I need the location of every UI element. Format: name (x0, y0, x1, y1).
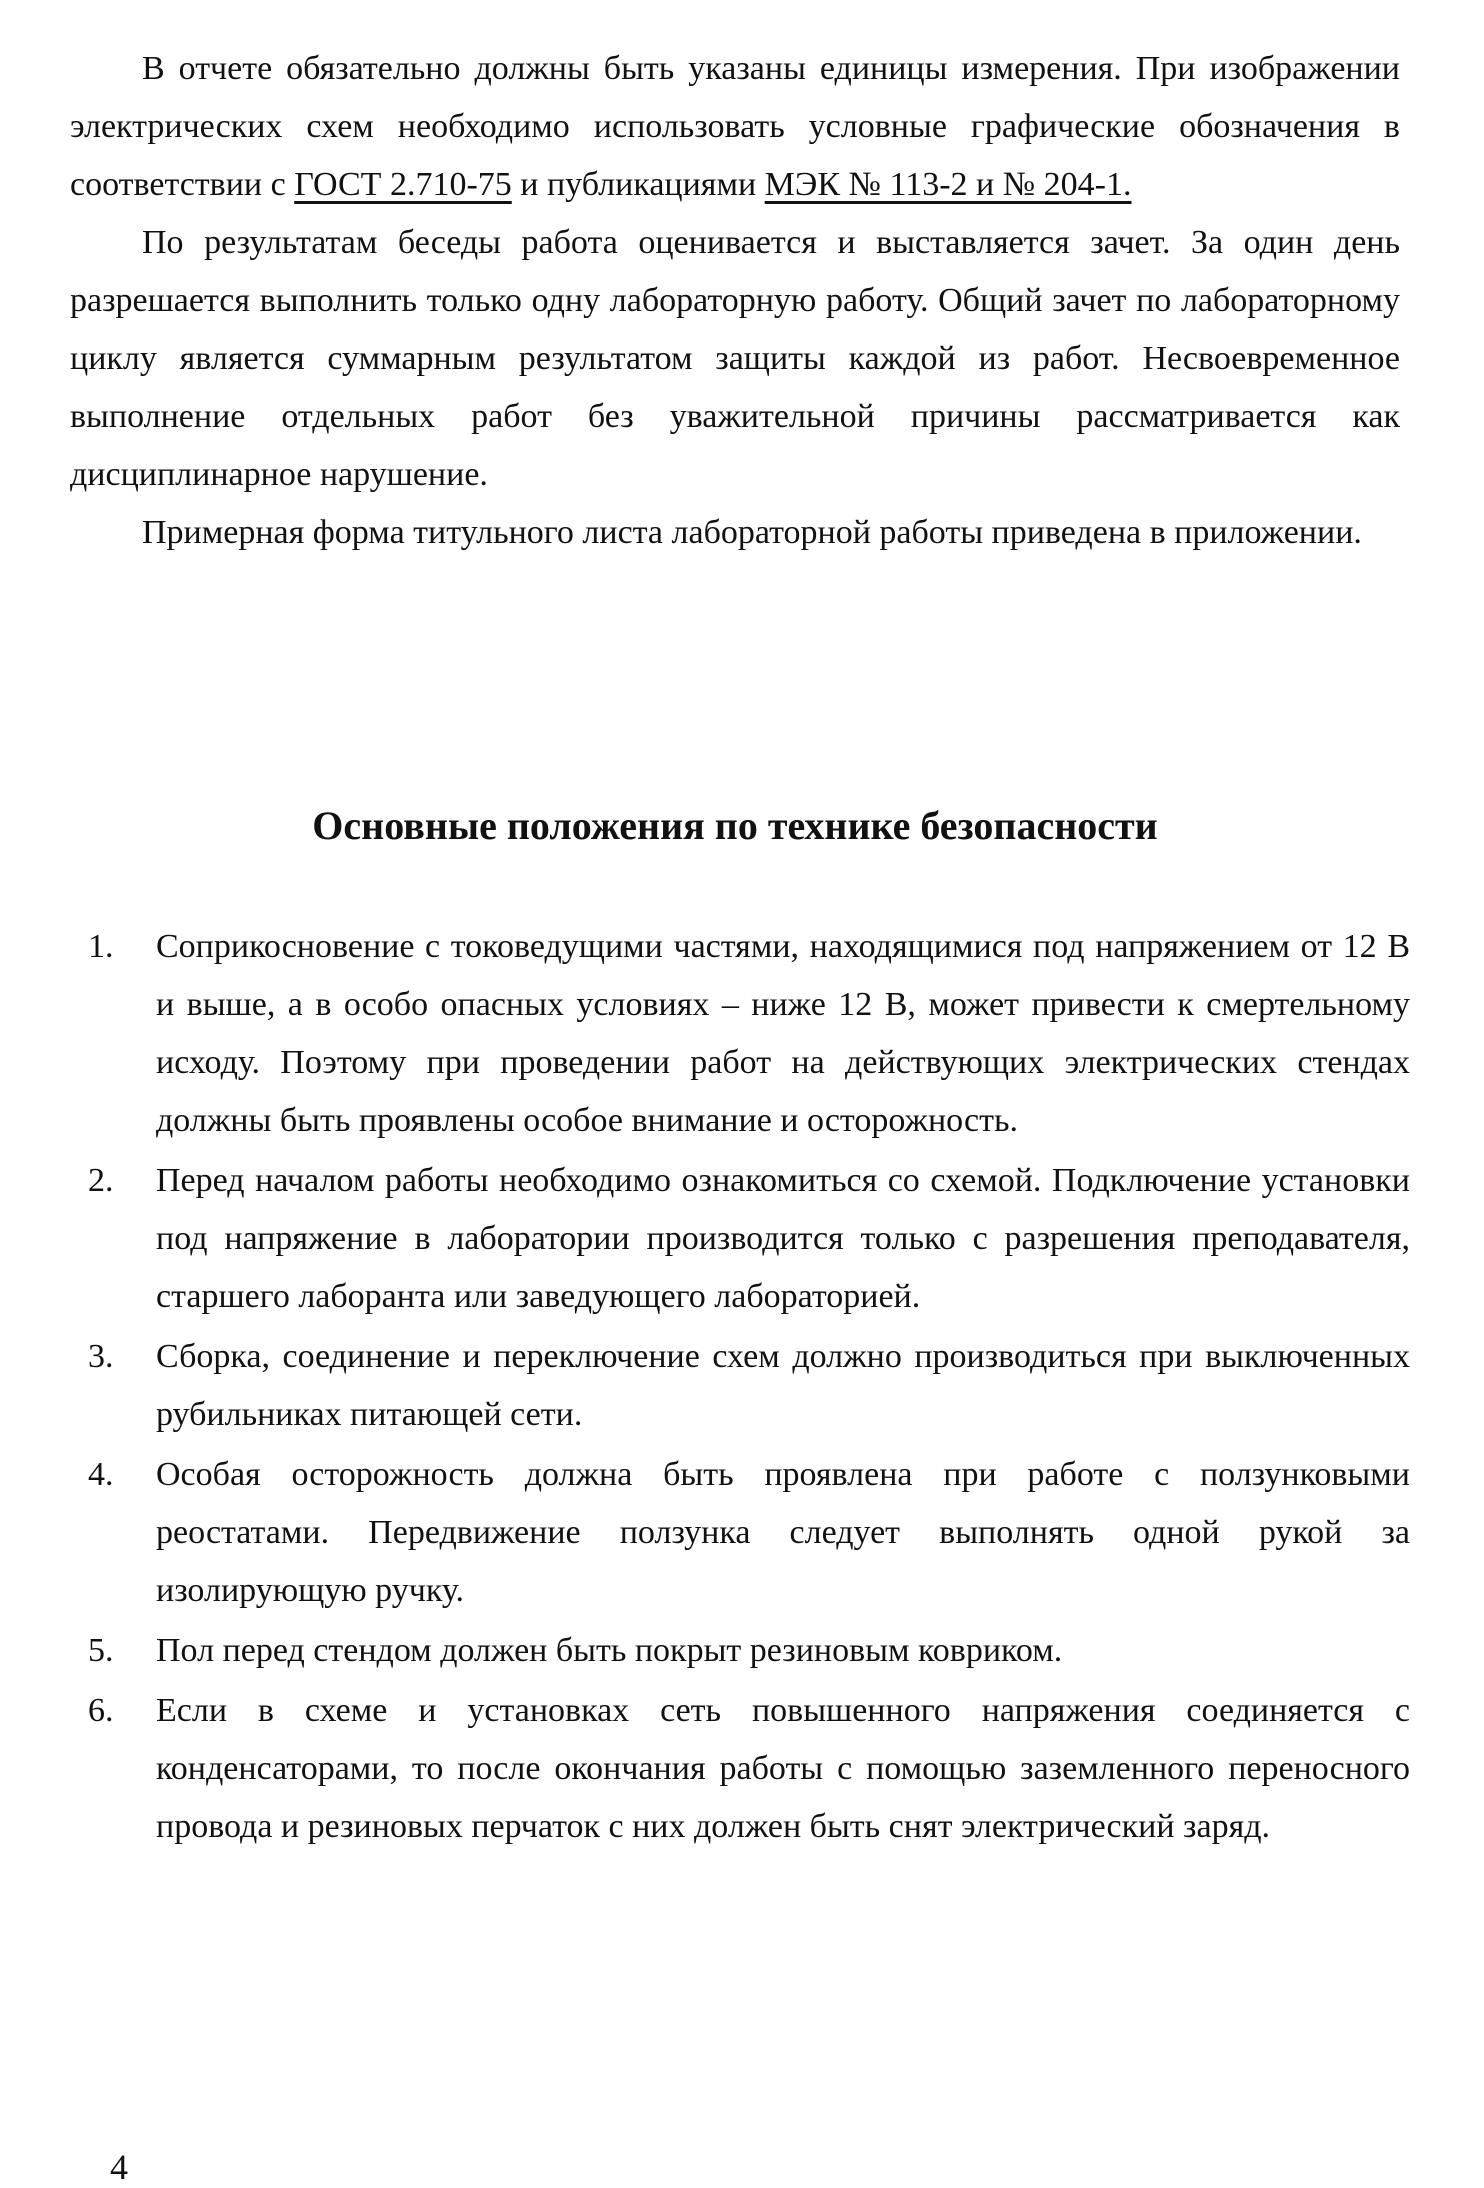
page-number: 4 (110, 2147, 128, 2187)
list-item-text: Если в схеме и установках сеть повышенного напряжения соединяется с конденсаторами, то после окончания работы с помощью заземленного переносного провода и резиновых перчаток с них должен быть снят электрический заряд. (156, 1692, 1410, 1845)
paragraph-units-and-symbols (70, 40, 1400, 214)
list-item (70, 1328, 1410, 1444)
list-item-number: 6. (88, 1692, 114, 1729)
list-item-number: 1. (88, 928, 114, 965)
list-item (70, 918, 1410, 1150)
list-item (70, 1152, 1410, 1326)
document-page (70, 40, 1410, 2187)
list-item (70, 1446, 1410, 1620)
list-item-number: 5. (88, 1632, 114, 1669)
p1-text-middle: и публикациями (511, 166, 765, 203)
list-item-number: 3. (88, 1338, 114, 1375)
intro-block (70, 40, 1400, 562)
section-heading: Основные положения по технике безопасности (312, 803, 1158, 848)
list-item-text: Особая осторожность должна быть проявлена при работе с ползунковыми реостатами. Передвижение ползунка следует выполнять одной рукой за изолирующую ручку. (156, 1456, 1410, 1609)
list-item-number: 4. (88, 1456, 114, 1493)
paragraph-title-page: Примерная форма титульного листа лабораторной работы приведена в приложении. (142, 514, 1362, 551)
list-item-text: Соприкосновение с токоведущими частями, находящимися под напряжением от 12 В и выше, а в особо опасных условиях – ниже 12 В, может привести к смертельному исходу. Поэтому при проведении работ на действующих электрических стендах должны быть проявлены особое внимание и осторожность. (156, 928, 1410, 1139)
list-item (70, 1682, 1410, 1856)
list-item-text: Сборка, соединение и переключение схем должно производиться при выключенных рубильниках питающей сети. (156, 1338, 1410, 1433)
list-item-text: Перед началом работы необходимо ознакомиться со схемой. Подключение установки под напряжение в лаборатории производится только с разрешения преподавателя, старшего лаборанта или заведующего лабораторией. (156, 1162, 1410, 1315)
gost-reference: ГОСТ 2.710-75 (294, 166, 512, 203)
paragraph-grading: По результатам беседы работа оценивается и выставляется зачет. За один день разрешается выполнить только одну лабораторную работу. Общий зачет по лабораторному циклу является суммарным результатом защиты каждой из работ. Несвоевременное выполнение отдельных работ без уважительной причины рассматривается как дисциплинарное нарушение. (70, 224, 1400, 493)
list-item-number: 2. (88, 1162, 114, 1199)
p1-text-start: В отчете обязательно должны быть указаны единицы измерения. При изображении электрических схем необходимо использовать условные графические обозначения в соответствии с (70, 50, 1400, 203)
list-item-text: Пол перед стендом должен быть покрыт резиновым ковриком. (156, 1632, 1063, 1669)
list-item (70, 1622, 1410, 1680)
iec-reference: МЭК № 113-2 и № 204-1. (764, 166, 1132, 203)
safety-rules-list (70, 918, 1410, 1858)
